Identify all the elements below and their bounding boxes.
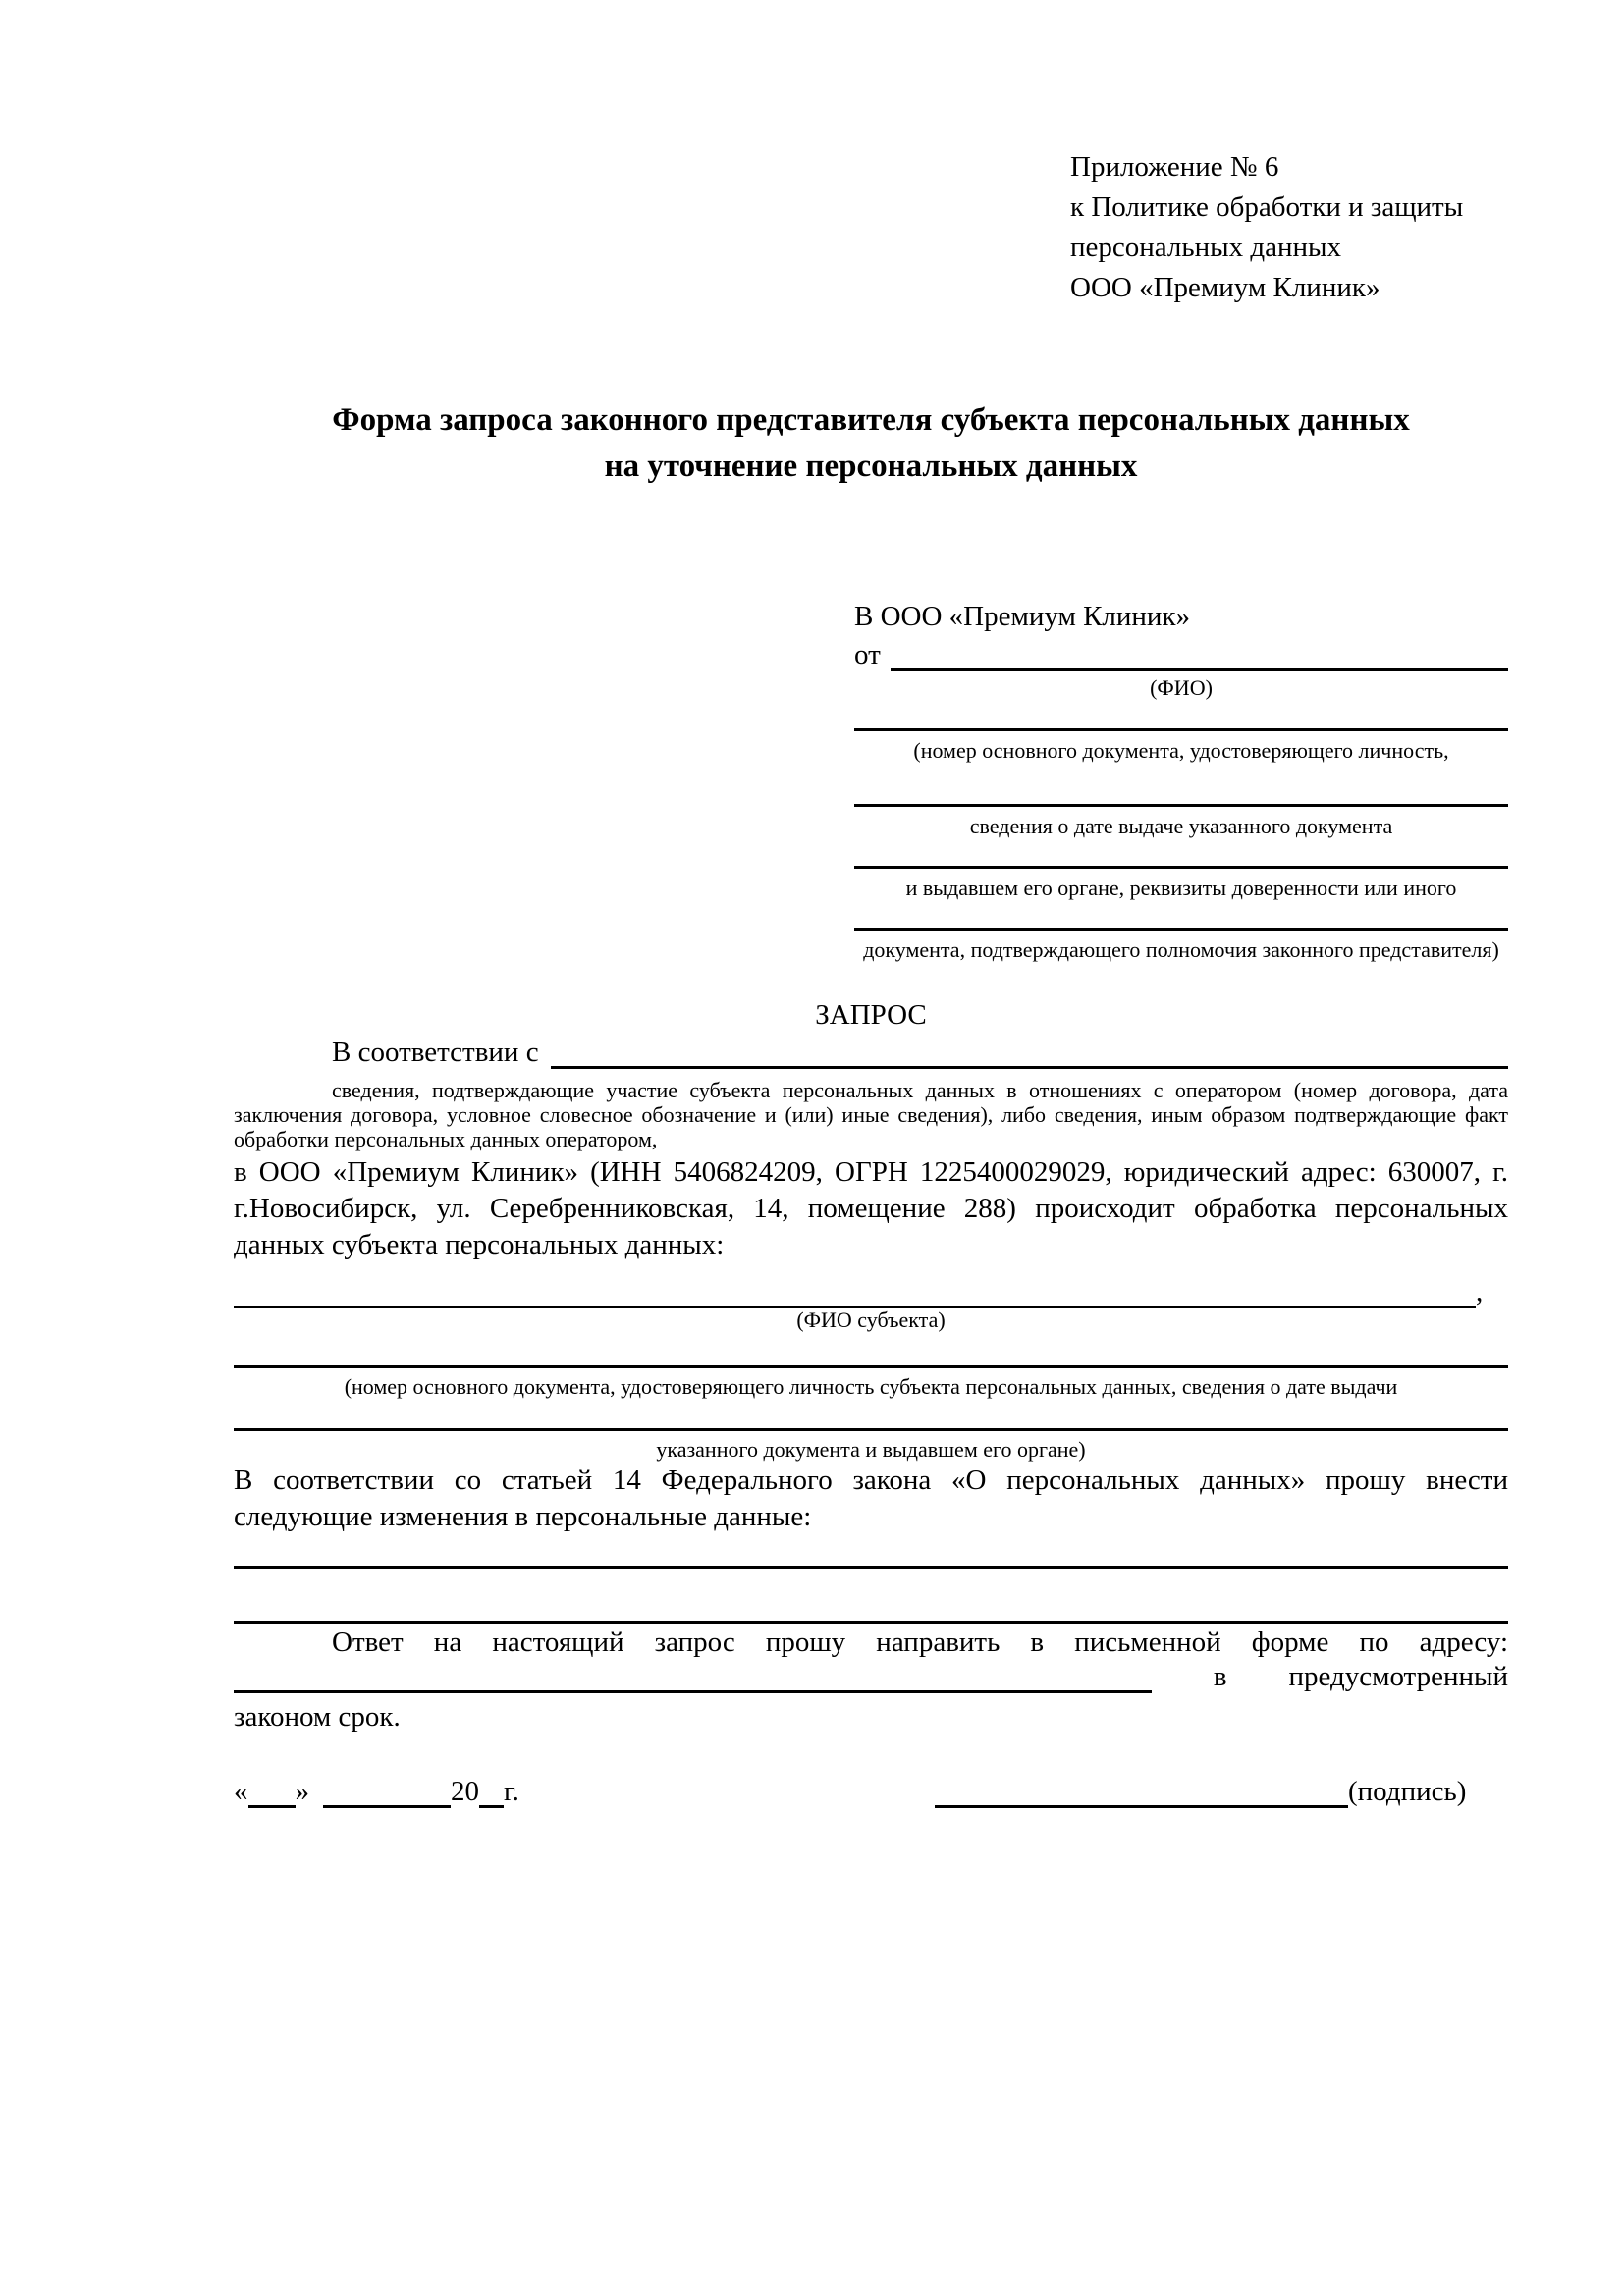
signature-field bbox=[935, 1773, 1466, 1808]
answer-word-v: в bbox=[1213, 1661, 1227, 1692]
accordance-label: В соответствии с bbox=[332, 1037, 539, 1068]
representative-doc-caption: документа, подтверждающего полномочия законного представителя) bbox=[863, 937, 1499, 962]
subject-fio-field bbox=[234, 1276, 1508, 1308]
subject-fio-blank-line bbox=[234, 1281, 1476, 1308]
changes-blank-line bbox=[234, 1541, 1508, 1569]
appendix-block bbox=[1070, 147, 1542, 308]
subject-doc-caption-1: (номер основного документа, удостоверяющего личность субъекта персональных данных, сведения о дате выдачи bbox=[344, 1374, 1398, 1399]
fio-caption: (ФИО) bbox=[1150, 675, 1213, 700]
answer-address-blank-line bbox=[234, 1661, 1152, 1693]
subject-doc-blank-line bbox=[234, 1341, 1508, 1368]
answer-word-predusmotrenny: предусмотренный bbox=[1288, 1661, 1508, 1692]
document-title-line2: на уточнение персональных данных bbox=[604, 449, 1138, 484]
representative-doc-caption: и выдавшем его органе, реквизиты доверенности или иного bbox=[905, 876, 1457, 900]
operator-paragraph: в ООО «Премиум Клиник» (ИНН 5406824209, ОГРН 1225400029029, юридический адрес: 630007, г. г.Новосибирск, ул. Серебренниковская, 14, помещение 288) происходит обработка персональных данных субъекта персональных данных: bbox=[234, 1156, 1508, 1260]
from-blank-line bbox=[891, 638, 1508, 671]
appendix-line: ООО «Премиум Клиник» bbox=[1070, 272, 1380, 303]
representative-doc-blank-line bbox=[854, 840, 1508, 869]
addressee-organization: В ООО «Премиум Клиник» bbox=[854, 601, 1191, 632]
subject-doc-blank-line bbox=[234, 1404, 1508, 1431]
answer-paragraph-line1: Ответ на настоящий запрос прошу направить в письменной форме по адресу: bbox=[332, 1627, 1508, 1658]
representative-doc-blank-line bbox=[854, 703, 1508, 731]
representative-doc-blank-line bbox=[854, 902, 1508, 931]
appendix-line: персональных данных bbox=[1070, 232, 1342, 263]
subject-doc-caption-2: указанного документа и выдавшем его органе) bbox=[656, 1437, 1086, 1462]
appendix-line: Приложение № 6 bbox=[1070, 151, 1279, 183]
answer-address-field bbox=[234, 1661, 1508, 1693]
article-paragraph: В соответствии со статьей 14 Федерального закона «О персональных данных» прошу внести следующие изменения в персональные данные: bbox=[234, 1465, 1508, 1532]
request-heading: ЗАПРОС bbox=[815, 999, 927, 1031]
from-label: от bbox=[854, 639, 881, 670]
year-prefix: 20 bbox=[451, 1776, 479, 1807]
document-title bbox=[234, 398, 1508, 490]
appendix-line: к Политике обработки и защиты bbox=[1070, 191, 1464, 223]
accordance-blank-line bbox=[551, 1036, 1508, 1069]
answer-paragraph-line3: законом срок. bbox=[234, 1701, 401, 1733]
year-suffix: г. bbox=[504, 1776, 519, 1807]
subject-fio-caption: (ФИО субъекта) bbox=[796, 1308, 946, 1332]
representative-doc-caption: сведения о дате выдаче указанного документа bbox=[969, 814, 1393, 838]
representative-doc-caption: (номер основного документа, удостоверяющего личность, bbox=[913, 738, 1449, 763]
signature-blank-line bbox=[935, 1776, 1348, 1808]
from-field bbox=[854, 638, 1508, 671]
close-quote: » bbox=[295, 1776, 309, 1807]
accordance-field bbox=[234, 1036, 1508, 1069]
month-blank-line bbox=[323, 1776, 451, 1808]
signature-caption: (подпись) bbox=[1348, 1776, 1467, 1807]
open-quote: « bbox=[234, 1776, 248, 1807]
document-title-line1: Форма запроса законного представителя субъекта персональных данных bbox=[332, 402, 1410, 438]
year-blank-line bbox=[479, 1776, 504, 1808]
accordance-footnote: сведения, подтверждающие участие субъекта персональных данных в отношениях с оператором (номер договора, дата заключения договора, условное словесное обозначение и (или) иные сведения), либо сведения, иным образом подтверждающие факт обработки персональных данных оператором, bbox=[234, 1078, 1508, 1151]
changes-blank-line bbox=[234, 1596, 1508, 1624]
trailing-comma: , bbox=[1476, 1276, 1484, 1308]
day-blank-line bbox=[248, 1776, 296, 1808]
representative-doc-blank-line bbox=[854, 778, 1508, 807]
date-field bbox=[234, 1773, 519, 1808]
